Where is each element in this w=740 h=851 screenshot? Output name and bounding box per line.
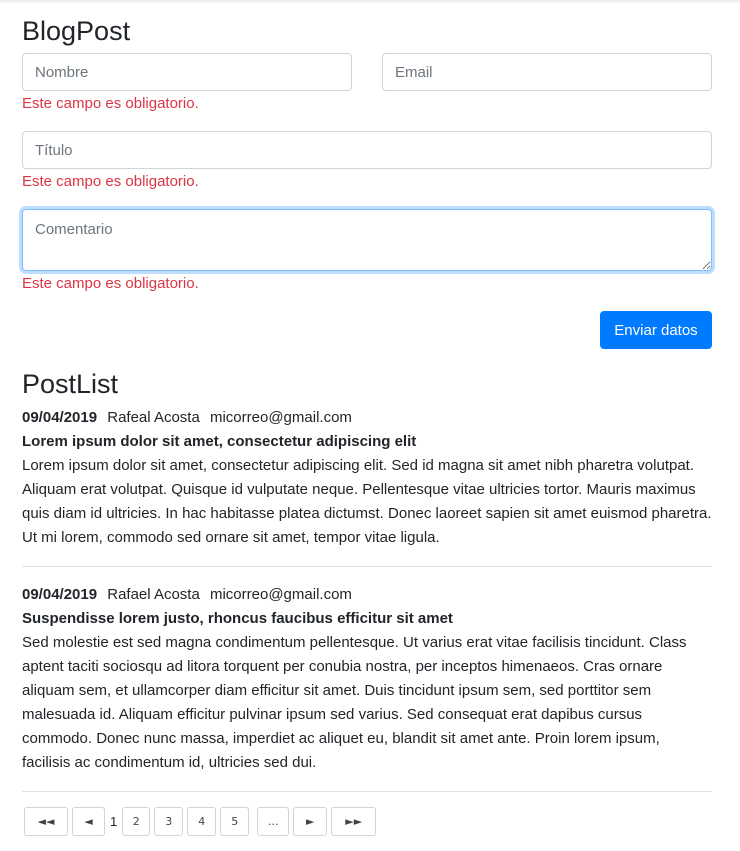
page-2-button[interactable]: 2 — [122, 807, 150, 836]
comment-textarea[interactable] — [22, 209, 712, 271]
page-5-button[interactable]: 5 — [220, 807, 249, 836]
next-page-button[interactable]: ► — [293, 807, 327, 836]
post-date: 09/04/2019 — [22, 409, 98, 426]
current-page: 1 — [110, 813, 118, 829]
submit-button[interactable]: Enviar datos — [600, 311, 712, 349]
post-author: Rafeal Acosta — [107, 409, 200, 426]
post-meta — [22, 583, 712, 607]
post-divider — [22, 791, 712, 792]
post-meta — [22, 406, 712, 430]
post-title: Suspendisse lorem justo, rhoncus faucibus efficitur sit amet — [22, 610, 453, 627]
comment-error: Este campo es obligatorio. — [22, 275, 199, 292]
post-divider — [22, 566, 712, 567]
top-shadow — [0, 0, 740, 4]
post-email: micorreo@gmail.com — [209, 409, 352, 426]
post-item — [22, 406, 712, 550]
name-input[interactable] — [22, 53, 352, 91]
name-error: Este campo es obligatorio. — [22, 95, 199, 112]
title-error: Este campo es obligatorio. — [22, 173, 199, 190]
prev-page-button[interactable]: ◄ — [72, 807, 105, 836]
blogpost-heading: BlogPost — [22, 16, 131, 46]
post-body: Lorem ipsum dolor sit amet, consectetur adipiscing elit. Sed id magna sit amet nibh pharetra volutpat. Aliquam erat volutpat. Quisque id vulputate neque. Pellentesque vitae ultricies tortor. Mauris maximus quis diam id ultricies. In hac habitasse platea dictumst. Donec laoreet sapien sit amet euismod pharetra. Ut mi lorem, commodo sed ornare sit amet, tempor vitae ligula. — [22, 457, 712, 546]
last-page-button[interactable]: ►► — [331, 807, 376, 836]
post-title: Lorem ipsum dolor sit amet, consectetur adipiscing elit — [22, 433, 417, 450]
postlist-heading: PostList — [22, 369, 119, 399]
page-3-button[interactable]: 3 — [154, 807, 183, 836]
title-input[interactable] — [22, 131, 712, 169]
email-input[interactable] — [382, 53, 712, 91]
post-item — [22, 583, 712, 775]
post-author: Rafael Acosta — [107, 586, 200, 603]
post-body: Sed molestie est sed magna condimentum pellentesque. Ut varius erat vitae facilisis tincidunt. Class aptent taciti sociosqu ad litora torquent per conubia nostra, per inceptos himenaeos. Cras ornare aliquam sem, et ullamcorper diam efficitur sit amet. Duis tincidunt ipsum sem, sed porttitor sem malesuada id. Aliquam efficitur pulvinar ipsum sed varius. Sed consequat erat dapibus cursus commodo. Donec nunc massa, imperdiet ac aliquet eu, blandit sit amet ante. Proin lorem ipsum, facilisis ac condimentum id, ultricies sed dui. — [22, 634, 687, 771]
first-page-button[interactable]: ◄◄ — [24, 807, 68, 836]
post-date: 09/04/2019 — [22, 586, 98, 603]
more-pages-button[interactable]: ... — [257, 807, 289, 836]
pagination — [24, 806, 380, 836]
post-email: micorreo@gmail.com — [209, 586, 352, 603]
page-4-button[interactable]: 4 — [187, 807, 216, 836]
